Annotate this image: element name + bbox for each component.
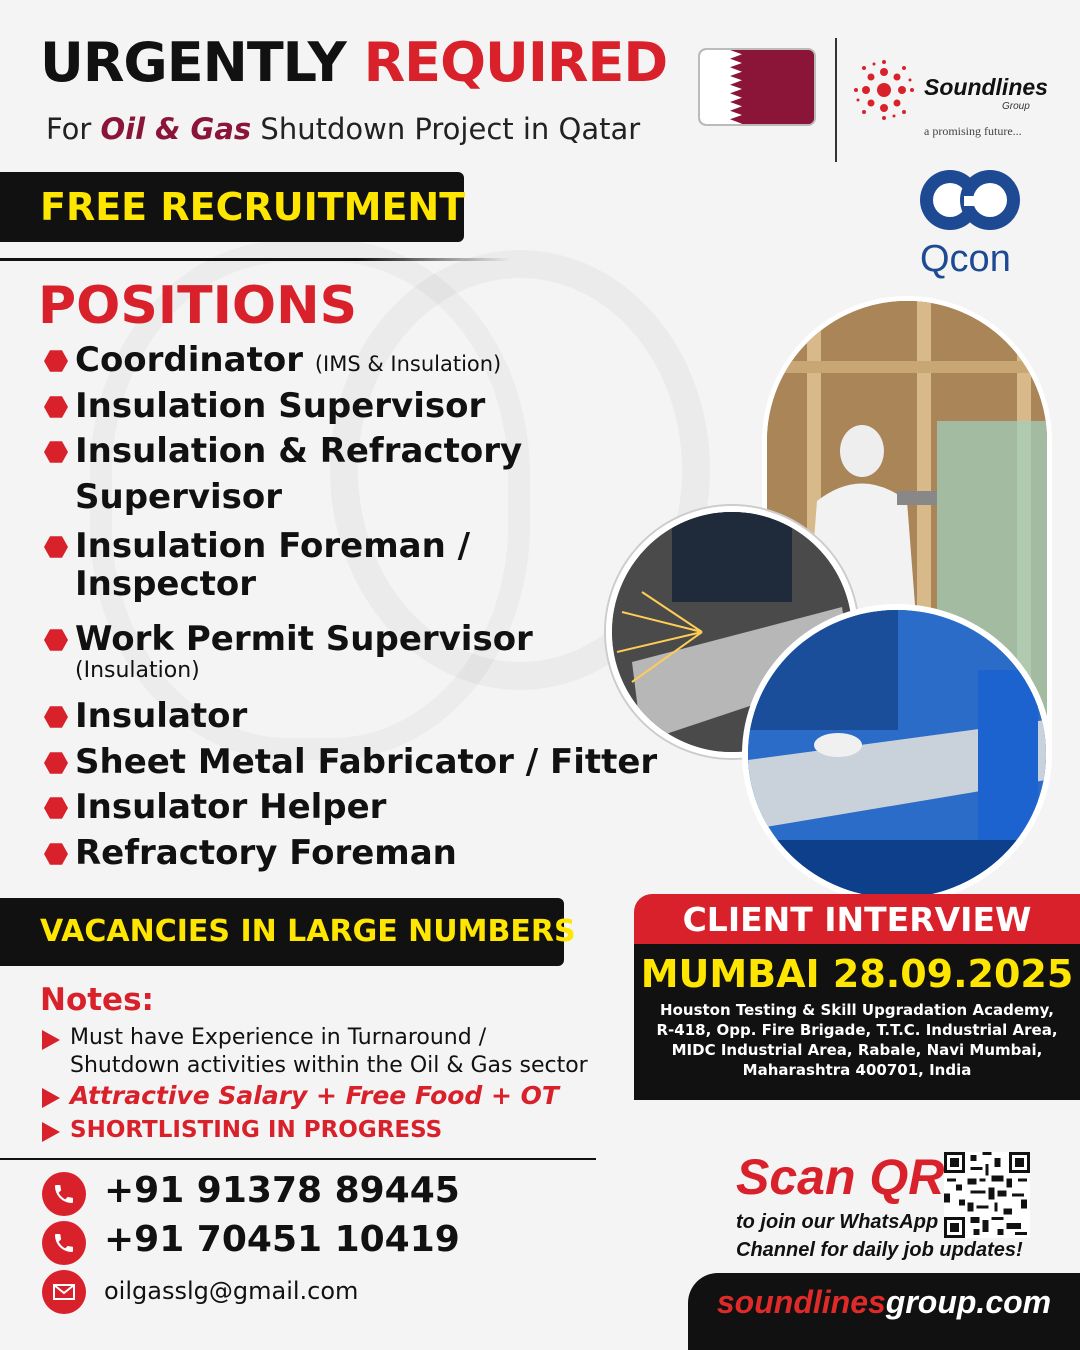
address-line: MIDC Industrial Area, Rabale, Navi Mumbai, [671,1041,1043,1059]
position-label: Sheet Metal Fabricator / Fitter [75,742,658,782]
scan-qr-line: Channel for daily job updates! [736,1239,1023,1261]
position-label: Refractory Foreman [75,833,457,873]
position-note: (IMS & Insulation) [314,352,502,376]
header-divider [835,38,837,162]
position-label: Insulation Supervisor [75,386,486,426]
scan-qr-title: Scan QR [736,1149,945,1205]
subheadline-suffix: Shutdown Project in Qatar [260,112,641,146]
position-label: Coordinator [75,340,303,380]
headline-required: REQUIRED [363,31,668,94]
position-label: Insulation Foreman / [75,526,471,566]
website-part1: soundlines [716,1284,886,1320]
position-label-line2: Inspector [75,564,257,604]
soundlines-logo-icon [852,58,916,122]
phone-icon [42,1221,86,1265]
free-recruitment-badge: FREE RECRUITMENT [0,172,464,242]
qcon-logo-icon [910,168,1028,238]
address-line: Maharashtra 400701, India [742,1061,972,1079]
website-part2: group.com [885,1284,1052,1320]
address-line: R-418, Opp. Fire Brigade, T.T.C. Industrial Area, [656,1021,1058,1039]
triangle-bullet-icon [42,1088,60,1108]
hexagon-bullet-icon [44,842,68,866]
note-text: Attractive Salary + Free Food + OT [70,1081,559,1110]
headline [40,31,668,94]
scan-qr-line: to join our WhatsApp [736,1211,939,1233]
email-address[interactable]: oilgasslg@gmail.com [104,1277,359,1305]
soundlines-tagline: a promising future... [924,124,1022,138]
position-label: Insulator [75,696,248,736]
divider [0,258,510,261]
qr-code[interactable] [944,1152,1030,1238]
hexagon-bullet-icon [44,796,68,820]
note-text: Must have Experience in Turnaround / [70,1025,487,1050]
address-line: Houston Testing & Skill Upgradation Academy, [660,1001,1054,1019]
hexagon-bullet-icon [44,349,68,373]
subheadline [46,112,640,146]
triangle-bullet-icon [42,1122,60,1142]
position-label: Work Permit Supervisor [75,619,533,659]
hexagon-bullet-icon [44,705,68,729]
position-label: Insulator Helper [75,787,387,827]
client-interview-title: CLIENT INTERVIEW [634,894,1080,946]
phone-icon [42,1172,86,1216]
triangle-bullet-icon [42,1030,60,1050]
interview-city-date: MUMBAI 28.09.2025 [640,952,1074,996]
hexagon-bullet-icon [44,535,68,559]
phone-number[interactable]: +91 91378 89445 [104,1170,460,1211]
qcon-name: Qcon [920,238,1011,280]
hexagon-bullet-icon [44,395,68,419]
vacancies-badge: VACANCIES IN LARGE NUMBERS [0,898,564,966]
positions-title: POSITIONS [38,276,358,336]
interview-address [634,1000,1080,1080]
headline-urgently: URGENTLY [40,31,346,94]
soundlines-name: Soundlines [924,74,1048,100]
note-text-line2: Shutdown activities within the Oil & Gas sector [70,1053,588,1078]
interview-details [634,944,1080,1100]
position-label-line2: Supervisor [75,477,283,517]
notes-title: Notes: [40,982,154,1018]
hexagon-bullet-icon [44,751,68,775]
subheadline-highlight: Oil & Gas [100,112,252,146]
hexagon-bullet-icon [44,440,68,464]
note-text: SHORTLISTING IN PROGRESS [70,1117,443,1143]
divider [0,1158,596,1160]
sheet-metal-machine-photo [742,604,1052,904]
position-sub: (Insulation) [75,658,200,683]
hexagon-bullet-icon [44,628,68,652]
soundlines-logo [852,58,1052,148]
mail-icon [42,1270,86,1314]
subheadline-prefix: For [46,112,92,146]
soundlines-group: Group [1002,101,1030,112]
qatar-flag [698,48,816,126]
qcon-logo [910,168,1028,278]
website-url[interactable] [688,1273,1080,1350]
position-label: Insulation & Refractory [75,431,523,471]
phone-number[interactable]: +91 70451 10419 [104,1219,460,1260]
